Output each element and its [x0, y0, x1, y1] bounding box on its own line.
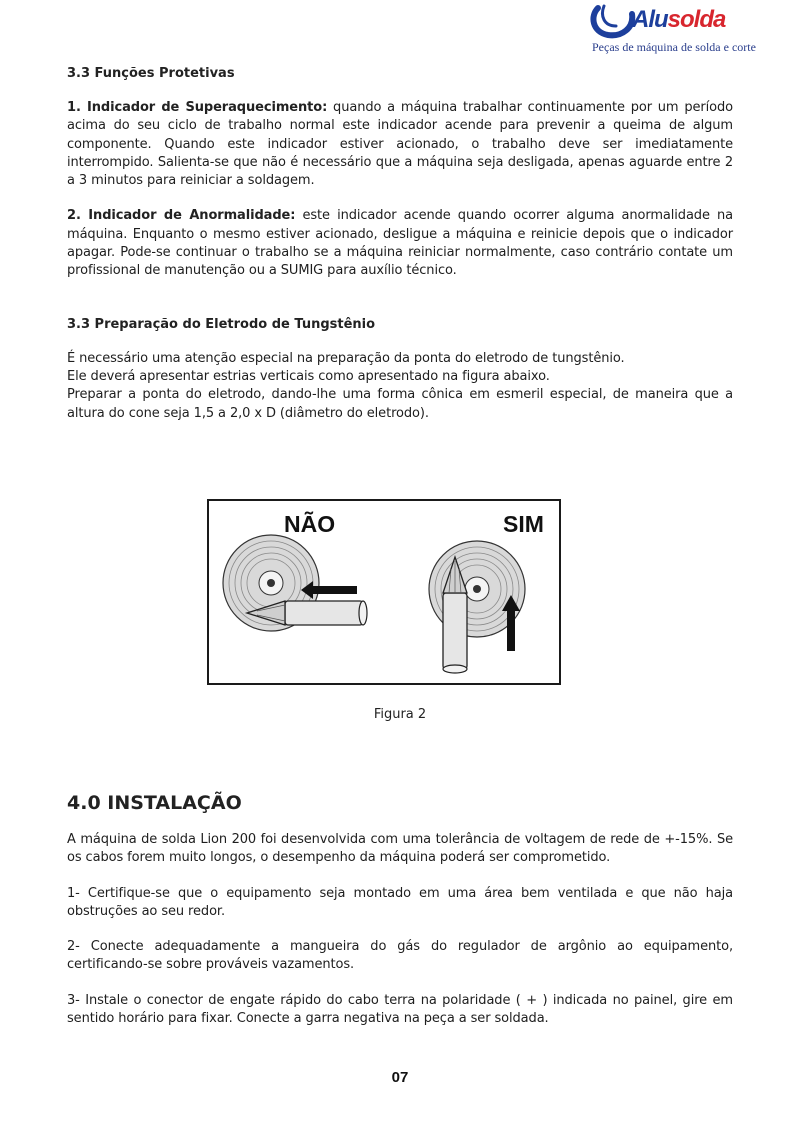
logo-tagline: Peças de máquina de solda e corte	[592, 40, 756, 54]
page-content	[67, 64, 733, 423]
electrode-line-2: Ele deverá apresentar estrias verticais como apresentado na figura abaixo.	[67, 368, 550, 384]
logo-brand-accent: solda	[667, 6, 726, 33]
figure-label-no: NÃO	[284, 511, 336, 537]
figure-caption: Figura 2	[373, 707, 427, 722]
section-title-installation: 4.0 INSTALAÇÃO	[67, 792, 242, 814]
figure-label-yes: SIM	[503, 511, 544, 537]
paragraph-overheat	[67, 99, 733, 190]
logo-swoosh-icon	[588, 2, 638, 42]
installation-step-3: 3- Instale o conector de engate rápido do cabo terra na polaridade ( + ) indicada no painel, gire em sentido horário para fixar. Conecte a garra negativa na peça a ser soldada.	[67, 992, 733, 1027]
overheat-text: quando a máquina trabalhar continuamente por um período acima do seu ciclo de trabalho normal este indicador acende para prevenir a queima de algum componente. Quando este indicador estiver acionado, o trabalho deve ser imediatamente interrompido. Salienta-se que não é necessário que a máquina seja desligada, apenas aguarde entre 2 a 3 minutos para reiniciar a soldagem.	[67, 100, 733, 189]
installation-step-2: 2- Conecte adequadamente a mangueira do gás do regulador de argônio ao equipamento, certificando-se sobre prováveis vazamentos.	[67, 939, 733, 973]
figure-electrode-grinding	[207, 499, 561, 685]
section-title-electrode: 3.3 Preparação do Eletrodo de Tungstênio	[67, 316, 376, 332]
page-number: 07	[391, 1069, 409, 1086]
logo-brand: Alu	[632, 6, 668, 33]
abnormality-label: 2. Indicador de Anormalidade:	[67, 208, 296, 224]
company-logo	[588, 2, 756, 58]
installation-step-1: 1- Certifique-se que o equipamento seja montado em uma área bem ventilada e que não haja obstruções ao seu redor.	[67, 885, 733, 919]
abnormality-text: este indicador acende quando ocorrer alguma anormalidade na máquina. Enquanto o mesmo estiver acionado, desligue a máquina e reinicie depois que o indicador apagar. Pode-se continuar o trabalho se a máquina reiniciar normalmente, caso contrário contate um profissional de manutenção ou a SUMIG para auxílio técnico.	[67, 208, 733, 279]
logo-wordmark	[632, 6, 725, 34]
arrow-left-icon	[301, 581, 357, 599]
section-title-protective: 3.3 Funções Protetivas	[67, 66, 235, 81]
paragraph-abnormality	[67, 207, 733, 280]
installation-section	[67, 790, 733, 1028]
electrode-line-3: Preparar a ponta do eletrodo, dando-lhe uma forma cônica em esmeril especial, de maneira que a altura do cone seja 1,5 a 2,0 x D (diâmetro do eletrodo).	[67, 387, 733, 421]
electrode-line-1: É necessário uma atenção especial na preparação da ponta do eletrodo de tungstênio.	[67, 350, 625, 366]
installation-intro: A máquina de solda Lion 200 foi desenvolvida com uma tolerância de voltagem de rede de +-15%. Se os cabos forem muito longos, o desempenho da máquina poderá ser comprometido.	[67, 832, 733, 866]
figure-illustration	[209, 501, 559, 683]
overheat-label: 1. Indicador de Superaquecimento:	[67, 100, 328, 115]
